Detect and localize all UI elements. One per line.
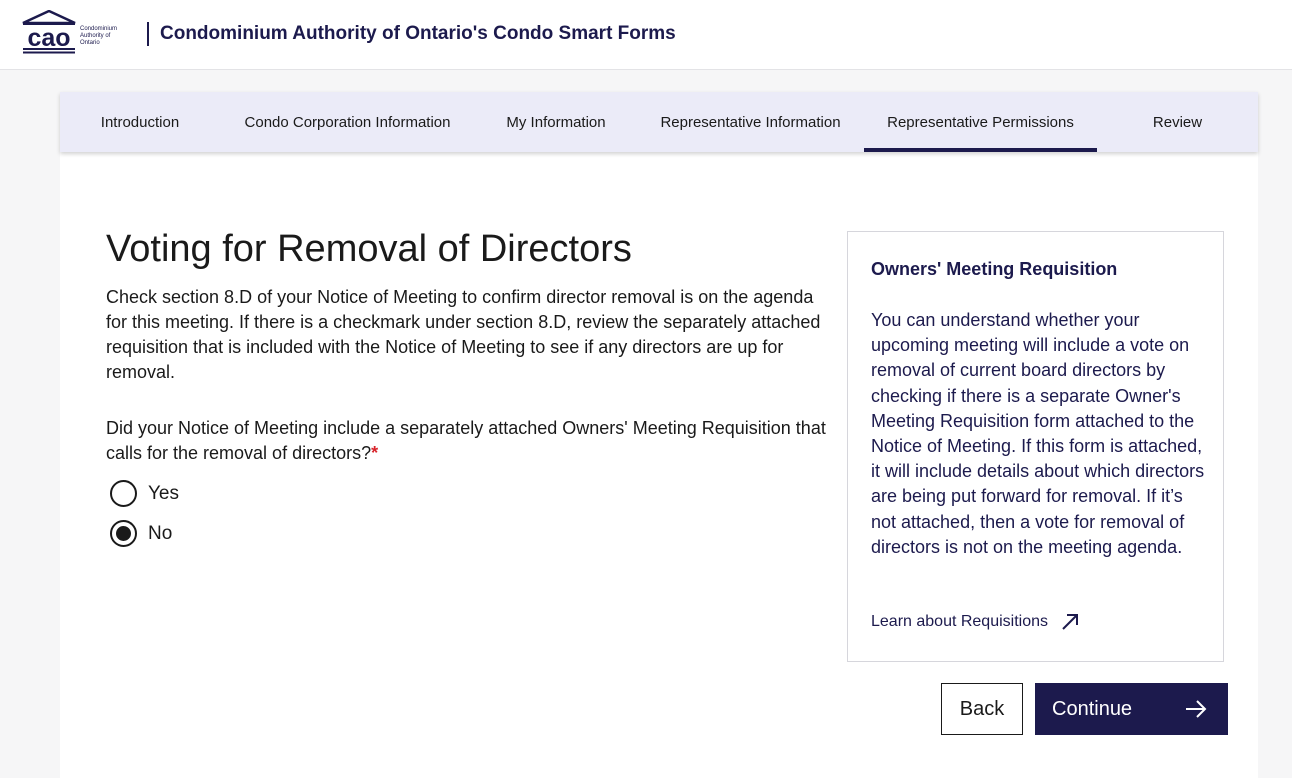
tab-label: Introduction: [100, 113, 180, 131]
link-label: Learn about Requisitions: [871, 613, 1049, 630]
tab-representative-permissions[interactable]: [864, 92, 1097, 152]
tab-review[interactable]: [1097, 92, 1258, 152]
tab-label: Representative Information: [660, 113, 841, 131]
side-panel-title: Owners' Meeting Requisition: [871, 259, 1118, 279]
arrow-right-icon: [1184, 697, 1208, 721]
radio-option-yes[interactable]: [110, 480, 179, 507]
question-label: Did your Notice of Meeting include a separately attached Owners' Meeting Requisition that calls for the removal of directors?: [106, 418, 826, 463]
continue-label: Continue: [1052, 697, 1133, 720]
tab-label: My Information: [506, 113, 606, 131]
step-tabs: [60, 92, 1258, 152]
required-asterisk: *: [371, 443, 379, 463]
tab-my-information[interactable]: [475, 92, 637, 152]
side-panel-body: You can understand whether your upcoming meeting will include a vote on removal of current board directors by checking if there is a separate Owner's Meeting Requisition form attached to the Notice of Meeting. If this form is attached, it will include details about which directors are being put forward for removal. If it’s not attached, then a vote for removal of directors is not on the meeting agenda.: [871, 310, 1205, 557]
header-divider: [147, 22, 149, 46]
continue-button[interactable]: [1035, 683, 1228, 735]
page-title: Voting for Removal of Directors: [106, 228, 632, 270]
tab-representative-information[interactable]: [637, 92, 864, 152]
tab-introduction[interactable]: [60, 92, 220, 152]
site-header: [0, 0, 1292, 70]
info-side-panel: [847, 231, 1224, 662]
radio-label-no: No: [148, 522, 173, 544]
radio-option-no[interactable]: [110, 520, 172, 547]
intro-text: Check section 8.D of your Notice of Meeting to confirm director removal is on the agenda for this meeting. If there is a checkmark under section 8.D, review the separately attached requisition that is included with the Notice of Meeting to see if any directors are up for removal.: [106, 287, 821, 382]
radio-label-yes: Yes: [148, 482, 179, 504]
question-text: [106, 416, 836, 466]
logo-subtext-line: Ontario: [80, 40, 100, 46]
radio-yes[interactable]: [110, 480, 137, 507]
building-logo-icon: [20, 10, 78, 54]
back-button[interactable]: Back: [941, 683, 1023, 735]
learn-about-requisitions-link[interactable]: [871, 612, 1080, 632]
logo-subtext: [80, 26, 130, 47]
tab-label: Review: [1152, 113, 1203, 131]
logo-subtext-line: Authority of: [80, 33, 111, 39]
external-arrow-icon: [1060, 612, 1080, 632]
tab-label: Representative Permissions: [887, 113, 1074, 131]
tab-label: Condo Corporation Information: [244, 113, 451, 131]
logo-text: cao: [27, 24, 71, 52]
logo-subtext-line: Condominium: [80, 26, 118, 32]
tab-condo-corporation-information[interactable]: [220, 92, 475, 152]
radio-no[interactable]: [110, 520, 137, 547]
header-title: Condominium Authority of Ontario's Condo Smart Forms: [160, 23, 676, 44]
